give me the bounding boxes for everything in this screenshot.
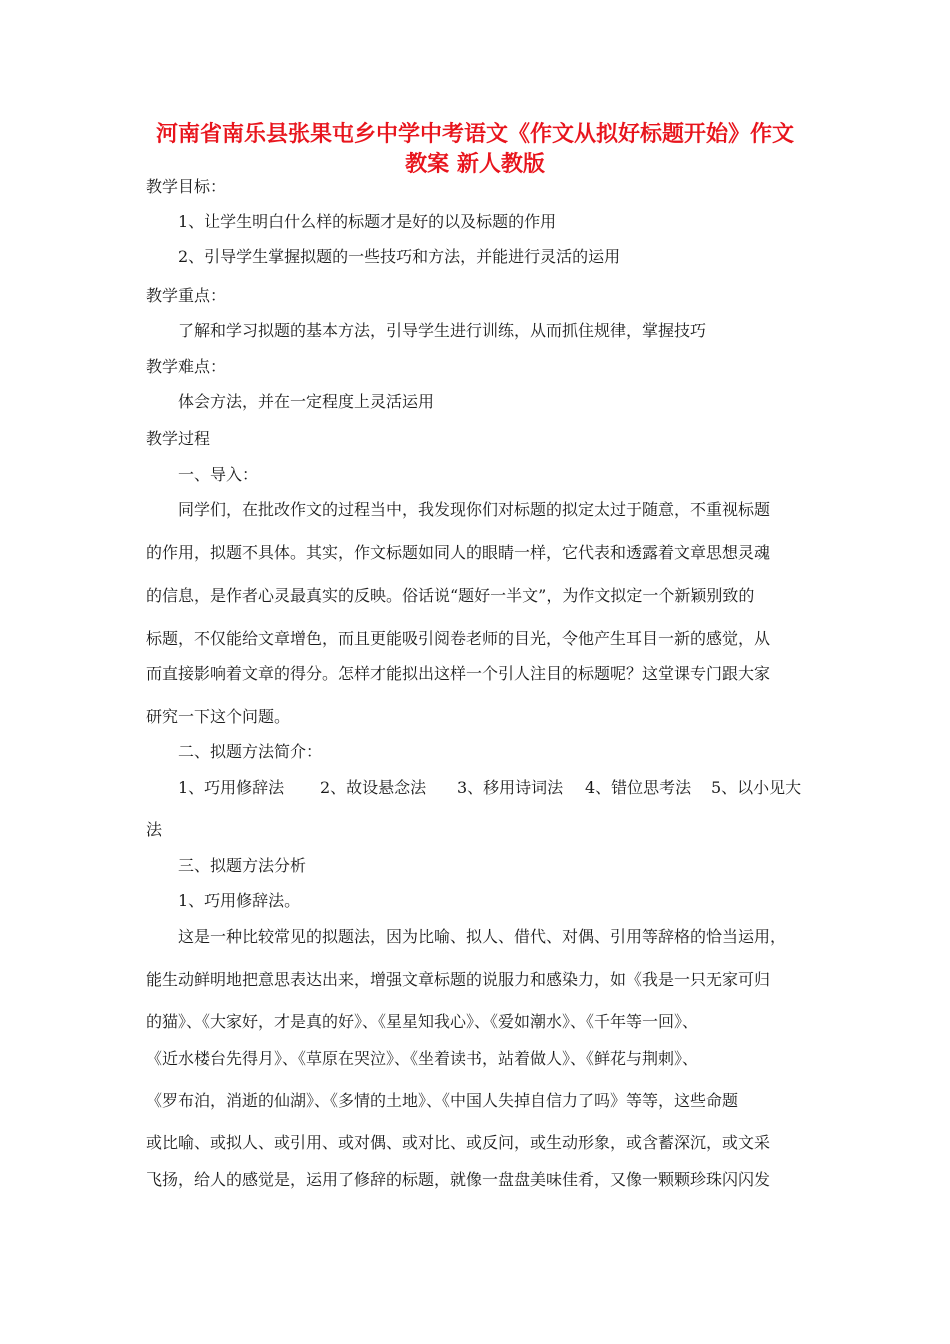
objectives-heading: 教学目标： <box>146 177 227 196</box>
method-item: 1、巧用修辞法 <box>178 778 285 797</box>
objective-item-2: 2、引导学生掌握拟题的一些技巧和方法，并能进行灵活的运用 <box>178 247 621 266</box>
intro-paragraph-line: 而直接影响着文章的得分。怎样才能拟出这样一个引人注目的标题呢？这堂课专门跟大家 <box>146 664 771 683</box>
intro-paragraph-line: 同学们，在批改作文的过程当中，我发现你们对标题的拟定太过于随意，不重视标题 <box>178 500 771 519</box>
difficulties-text: 体会方法，并在一定程度上灵活运用 <box>178 392 435 411</box>
intro-paragraph-line: 的信息，是作者心灵最真实的反映。俗话说“题好一半文”，为作文拟定一个新颖别致的 <box>146 586 755 605</box>
methods-heading: 二、拟题方法简介： <box>178 742 323 761</box>
methods-list <box>178 777 801 799</box>
analysis-paragraph-line: 能生动鲜明地把意思表达出来，增强文章标题的说服力和感染力，如《我是一只无家可归 <box>146 970 771 989</box>
title-line-1: 河南省南乐县张果屯乡中学中考语文《作文从拟好标题开始》作文 <box>155 122 794 147</box>
analysis-heading: 三、拟题方法分析 <box>178 856 307 875</box>
document-title <box>140 120 810 180</box>
title-line-2: 教案 新人教版 <box>405 152 545 177</box>
analysis-paragraph-line: 飞扬，给人的感觉是，运用了修辞的标题，就像一盘盘美味佳肴，又像一颗颗珍珠闪闪发 <box>146 1170 771 1189</box>
intro-paragraph-line: 研究一下这个问题。 <box>146 707 291 726</box>
analysis-paragraph-line: 《罗布泊，消逝的仙湖》、《多情的土地》、《中国人失掉自信力了吗》等等，这些命题 <box>146 1091 739 1110</box>
method-item: 2、故设悬念法 <box>320 778 427 797</box>
method-item: 3、移用诗词法 <box>457 778 564 797</box>
method-item: 5、以小见大 <box>711 778 802 797</box>
method-item: 4、错位思考法 <box>585 778 692 797</box>
analysis-paragraph-line: 或比喻、或拟人、或引用、或对偶、或对比、或反问，或生动形象，或含蓄深沉，或文采 <box>146 1133 771 1152</box>
objective-item-1: 1、让学生明白什么样的标题才是好的以及标题的作用 <box>178 212 557 231</box>
analysis-paragraph-line: 《近水楼台先得月》、《草原在哭泣》、《坐着读书，站着做人》、《鲜花与荆刺》、 <box>146 1049 699 1068</box>
key-points-heading: 教学重点： <box>146 286 227 305</box>
analysis-subheading: 1、巧用修辞法。 <box>178 891 301 910</box>
analysis-paragraph-line: 这是一种比较常见的拟题法，因为比喻、拟人、借代、对偶、引用等辞格的恰当运用， <box>178 927 787 946</box>
key-points-text: 了解和学习拟题的基本方法，引导学生进行训练，从而抓住规律，掌握技巧 <box>178 321 707 340</box>
analysis-paragraph-line: 的猫》、《大家好，才是真的好》、《星星知我心》、《爱如潮水》、《千年等一回》、 <box>146 1012 699 1031</box>
process-heading: 教学过程 <box>146 429 211 448</box>
methods-wrap: 法 <box>146 820 163 839</box>
intro-paragraph-line: 的作用，拟题不具体。其实，作文标题如同人的眼睛一样，它代表和透露着文章思想灵魂 <box>146 543 771 562</box>
intro-heading: 一、导入： <box>178 465 259 484</box>
difficulties-heading: 教学难点： <box>146 357 227 376</box>
intro-paragraph-line: 标题，不仅能给文章增色，而且更能吸引阅卷老师的目光，令他产生耳目一新的感觉，从 <box>146 629 771 648</box>
